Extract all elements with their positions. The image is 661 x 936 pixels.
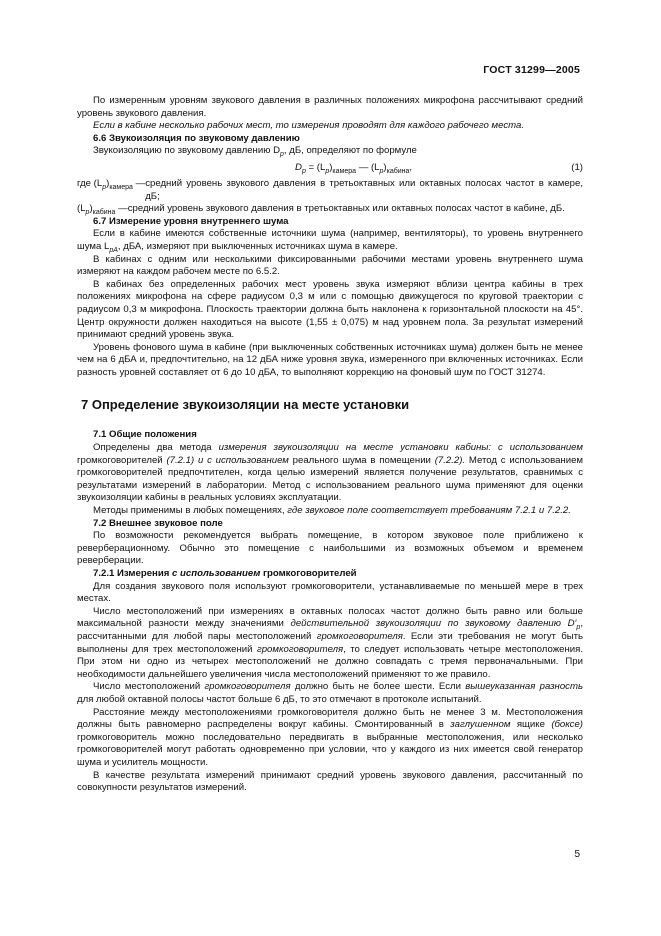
paragraph: Звукоизоляцию по звуковому давлению $D_p$, дБ, определяют по формуле [93, 145, 417, 159]
section-heading-6-6: 6.6 Звукоизоляция по звуковому давлению [93, 132, 300, 144]
formula-number: (1) [571, 161, 583, 173]
formula-1 [77, 160, 583, 176]
section-heading-7: 7 Определение звукоизоляции на месте установки [81, 397, 410, 413]
paragraph: Если в кабине имеются собственные источники шума (например, вентиляторы), то уровень внутреннего шума $L_{pA}$, дБА, измеряют при выключенных источниках шума в камере. [77, 228, 583, 254]
standard-code: ГОСТ 31299—2005 [483, 64, 580, 76]
paragraph: По измеренным уровням звукового давления в различных положениях микрофона рассчитывают средний уровень звукового давления. [77, 95, 583, 119]
paragraph: Расстояние между местоположениями громкоговорителя должно быть не менее 3 м. Местоположения должны быть равномерно распределены вокруг кабины. Смонтированный в заглушенном ящике (боксе) громкоговоритель можно последовательно передвигать в выбранные местоположения, или несколько громкоговорителей могут работать одновременно при условии, что у каждого из них имеется свой генератор шума и усилитель мощности. [77, 706, 584, 768]
paragraph: Число местоположений громкоговорителя должно быть не более шести. Если вышеуказанная разность для любой октавной полосы частот больше 6 дБ, то это отмечают в протоколе испытаний. [77, 681, 583, 705]
section-heading-6-7: 6.7 Измерение уровня внутреннего шума [93, 215, 289, 227]
formula-expression: $D_p = (L_p)_{камера}$ — $(L_p)_{кабина}$, [295, 161, 413, 175]
paragraph: В кабинах без определенных рабочих мест уровень звука измеряют вблизи центра кабины в трех положениях микрофона на сфере радиусом 0,3 м или с помощью движущегося по круговой траектории с радиусом 0,3 м микрофона. Плоскость траектории должна быть наклонена к горизонтальной плоскости на 45°. Центр окружности должен находиться на высоте (1,55 ± 0,075) м над уровнем пола. За результат измерений принимают средний уровень звука. [77, 278, 583, 341]
paragraph: Для создания звукового поля используют громкоговорители, устанавливаемые по меньшей мере в трех местах. [77, 580, 583, 605]
legend-item: $(L_p)_{кабина}$ — средний уровень звукового давления в третьоктавных или октавных полосах частот в кабине, дБ. [77, 203, 565, 217]
page-content [77, 95, 583, 795]
paragraph: Если в кабине несколько рабочих мест, то измерения проводят для каждого рабочего места. [93, 120, 525, 132]
page-number: 5 [574, 849, 580, 860]
section-heading-7-2: 7.2 Внешнее звуковое поле [93, 517, 223, 529]
section-heading-7-1: 7.1 Общие положения [93, 429, 197, 441]
paragraph: Число местоположений при измерениях в октавных полосах частот должно быть равно или больше максимальной разности между значениями действительной звукоизоляции по звуковому давлению $D'_p$, рассчитанными для любой пары местоположений громкоговорителя. Если эти требования не могут быть выполнены для трех местоположений громкоговорителя, то следует использовать четыре местоположения. При этом ни одно из четырех местоположений не должно совпадать с тремя первоначальными. При необходимости дальнейшего увеличения числа местоположений применяют то же правило. [77, 605, 583, 680]
section-heading-7-2-1: 7.2.1 Измерения с использованием громкоговорителей [93, 568, 357, 579]
paragraph: Определены два метода измерения звукоизоляции на месте установки кабины: с использованием громкоговорителей (7.2.1) и с использованием реального шума в помещении (7.2.2). Метод с использованием громкоговорителей предпочтителен, когда целью измерений является получение результатов, сравнимых с результатами измерений в лаборатории. Метод с использованием реального шума применяют для оценки звукоизоляции кабины в реальных условиях эксплуатации. [77, 442, 584, 504]
paragraph: Методы применимы в любых помещениях, где звуковое поле соответствует требованиям 7.2.1 и 7.2.2. [93, 505, 571, 517]
paragraph: Уровень фонового шума в кабине (при выключенных собственных источниках шума) должен быть не менее чем на 6 дБА и, предпочтительно, на 12 дБА ниже уровня звука, измеренного при включенных источниках. Если разность уровней составляет от 6 до 10 дБА, то выполняют коррекцию на фоновый шум по ГОСТ 31274. [77, 341, 583, 378]
paragraph: В кабинах с одним или несколькими фиксированными рабочими местами уровень внутреннего шума измеряют на каждом рабочем месте по 6.5.2. [77, 253, 583, 278]
paragraph: По возможности рекомендуется выбрать помещение, в котором звуковое поле приближено к реверберационному. Обычно это помещение с наибольшими из возможных объемом и временем реверберации. [77, 530, 583, 567]
paragraph: В качестве результата измерений принимают средний уровень звукового давления, рассчитанный по совокупности результатов измерений. [77, 769, 583, 794]
legend-item: где $(L_p)_{камера}$ — средний уровень звукового давления в третьоктавных или октавных полосах частот в камере, дБ; [77, 177, 583, 202]
